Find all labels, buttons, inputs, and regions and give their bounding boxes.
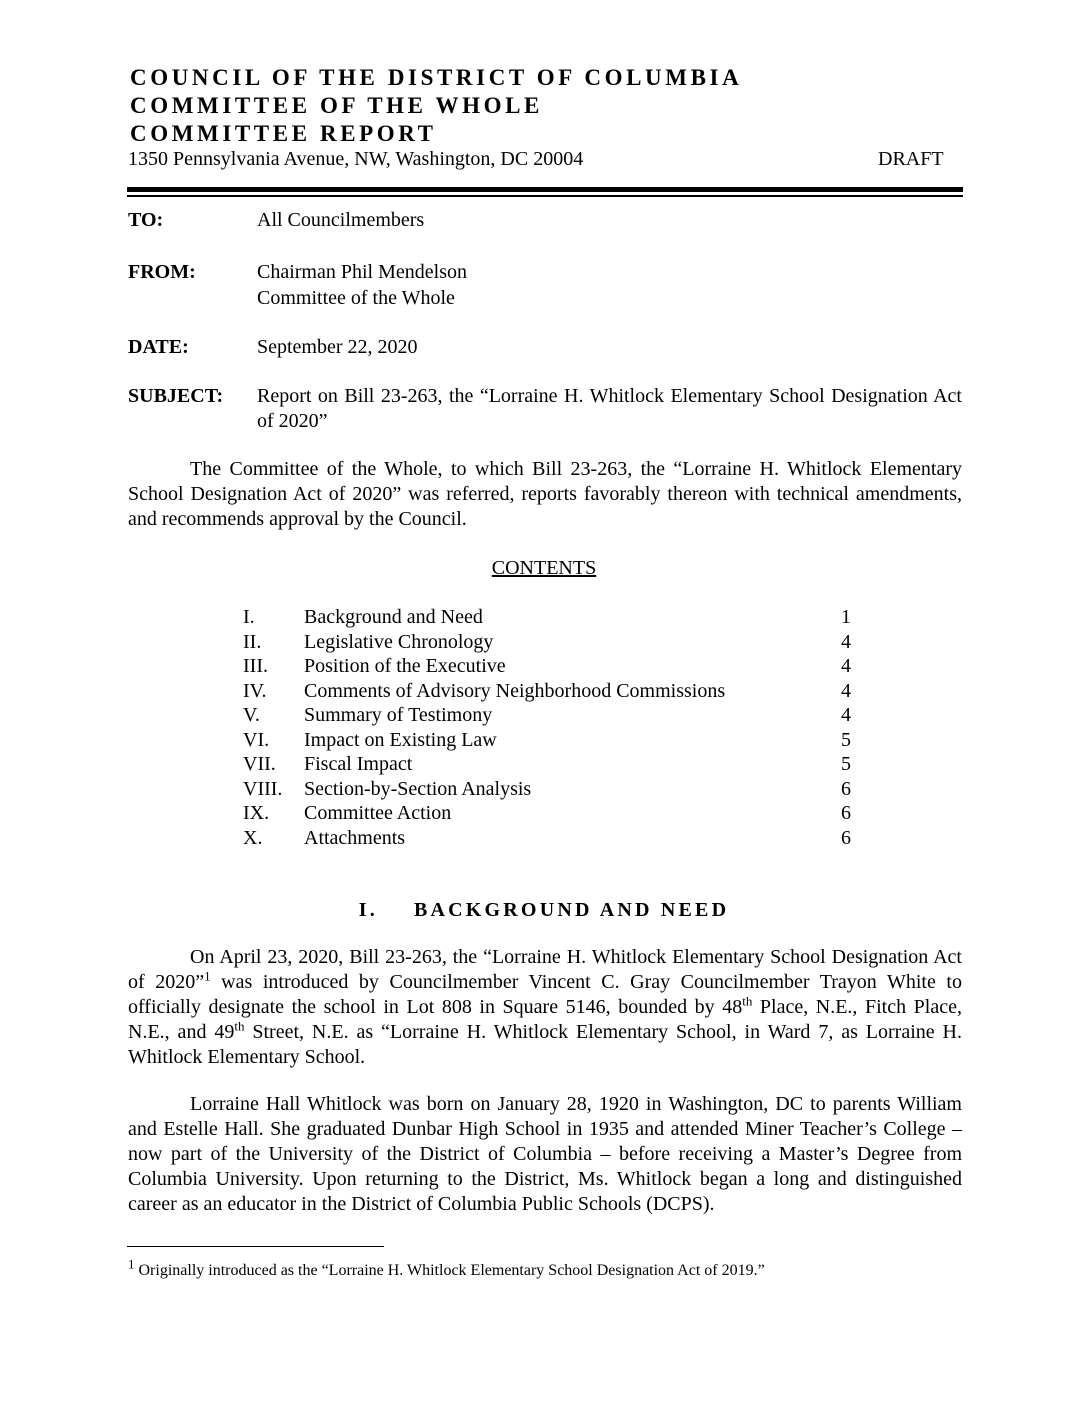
background-paragraph-1 bbox=[128, 945, 962, 1070]
council-heading: COUNCIL OF THE DISTRICT OF COLUMBIA bbox=[130, 65, 743, 90]
toc-entry bbox=[243, 654, 851, 679]
ordinal-suffix: th bbox=[742, 993, 753, 1009]
footnote-rule bbox=[127, 1246, 384, 1247]
toc-number: VIII. bbox=[243, 777, 283, 800]
toc-title: Attachments bbox=[304, 826, 406, 849]
subject-label: SUBJECT: bbox=[128, 385, 224, 407]
table-of-contents bbox=[243, 605, 851, 850]
p1-text-a: On April 23, 2020, Bill 23-263, the “Lorraine H. Whitlock Elementary School Designation Act of 2020” bbox=[128, 946, 962, 993]
toc-entry bbox=[243, 679, 851, 704]
toc-entry bbox=[243, 801, 851, 826]
toc-page-number: 4 bbox=[841, 630, 851, 653]
p1-text-b: was introduced by Councilmember Vincent C. Gray Councilmember Trayon White to officially designate the school in Lot 808 in Square 5146, bounded by 48 bbox=[128, 971, 962, 1018]
toc-title: Summary of Testimony bbox=[304, 704, 493, 726]
toc-title: Position of the Executive bbox=[304, 655, 506, 677]
to-label: TO: bbox=[128, 209, 164, 231]
report-heading: COMMITTEE REPORT bbox=[130, 121, 437, 146]
toc-leader bbox=[304, 679, 851, 704]
toc-title: Comments of Advisory Neighborhood Commissions bbox=[304, 679, 726, 702]
toc-number: VI. bbox=[243, 728, 270, 751]
toc-page-number: 6 bbox=[841, 826, 851, 849]
toc-entry bbox=[243, 605, 851, 630]
toc-leader bbox=[304, 777, 851, 802]
p1-text-c: Place, N.E., Fitch Place, N.E., and 49 bbox=[128, 996, 962, 1043]
contents-title-text: CONTENTS bbox=[491, 557, 597, 579]
date-value: September 22, 2020 bbox=[257, 336, 418, 358]
background-paragraph-2: Lorraine Hall Whitlock was born on January 28, 1920 in Washington, DC to parents William and Estelle Hall. She graduated Dunbar High School in 1935 and attended Miner Teacher’s College – now part of the University of the District of Columbia – before receiving a Master’s Degree from Columbia University. Upon returning to the District, Ms. Whitlock began a long and distinguished career as an educator in the District of Columbia Public Schools (DCPS). bbox=[128, 1093, 962, 1215]
draft-label: DRAFT bbox=[878, 148, 944, 170]
toc-number: IV. bbox=[243, 679, 267, 702]
toc-entry bbox=[243, 752, 851, 777]
section-number: I. bbox=[358, 899, 378, 921]
toc-page-number: 6 bbox=[841, 777, 851, 800]
subject-value: Report on Bill 23-263, the “Lorraine H. Whitlock Elementary School Designation Act of 2020” bbox=[257, 385, 962, 432]
committee-heading: COMMITTEE OF THE WHOLE bbox=[130, 93, 543, 118]
ordinal-suffix: th bbox=[234, 1018, 245, 1034]
toc-number: II. bbox=[243, 630, 262, 653]
section-heading bbox=[0, 899, 1088, 922]
toc-page-number: 1 bbox=[841, 606, 851, 628]
toc-leader bbox=[304, 728, 851, 753]
toc-leader bbox=[304, 703, 851, 728]
toc-title: Section-by-Section Analysis bbox=[304, 777, 532, 800]
to-value: All Councilmembers bbox=[257, 209, 425, 231]
toc-leader bbox=[304, 801, 851, 826]
from-label: FROM: bbox=[128, 261, 196, 283]
toc-page-number: 4 bbox=[841, 655, 851, 677]
toc-number: IX. bbox=[243, 802, 270, 824]
contents-title bbox=[0, 557, 1088, 580]
toc-leader bbox=[304, 630, 851, 655]
toc-title: Impact on Existing Law bbox=[304, 728, 497, 751]
toc-page-number: 4 bbox=[841, 679, 851, 702]
toc-number: X. bbox=[243, 826, 263, 849]
toc-title: Committee Action bbox=[304, 802, 452, 824]
header-rule-thin bbox=[127, 195, 963, 197]
toc-number: VII. bbox=[243, 753, 276, 775]
toc-page-number: 5 bbox=[841, 753, 851, 775]
footnote bbox=[128, 1256, 765, 1280]
toc-leader bbox=[304, 605, 851, 630]
footnote-ref: 1 bbox=[204, 968, 211, 984]
toc-title: Legislative Chronology bbox=[304, 630, 494, 653]
toc-entry bbox=[243, 777, 851, 802]
section-title: BACKGROUND AND NEED bbox=[413, 899, 730, 921]
toc-entry bbox=[243, 728, 851, 753]
toc-title: Background and Need bbox=[304, 606, 483, 628]
toc-title: Fiscal Impact bbox=[304, 753, 413, 775]
intro-paragraph: The Committee of the Whole, to which Bill 23-263, the “Lorraine H. Whitlock Elementary School Designation Act of 2020” was referred, reports favorably thereon with technical amendments, and recommends approval by the Council. bbox=[128, 458, 962, 530]
date-label: DATE: bbox=[128, 336, 189, 358]
from-value-committee: Committee of the Whole bbox=[257, 287, 455, 309]
toc-number: III. bbox=[243, 655, 268, 677]
footnote-text: Originally introduced as the “Lorraine H. Whitlock Elementary School Designation Act of 2019.” bbox=[134, 1262, 765, 1279]
toc-page-number: 6 bbox=[841, 802, 851, 824]
toc-page-number: 4 bbox=[841, 704, 851, 726]
toc-number: V. bbox=[243, 704, 260, 726]
toc-leader bbox=[304, 752, 851, 777]
from-value-name: Chairman Phil Mendelson bbox=[257, 261, 467, 283]
toc-entry bbox=[243, 826, 851, 851]
header-rule-thick bbox=[127, 187, 963, 192]
toc-number: I. bbox=[243, 606, 255, 628]
toc-entry bbox=[243, 703, 851, 728]
address: 1350 Pennsylvania Avenue, NW, Washington, DC 20004 bbox=[128, 148, 584, 170]
footnote-number: 1 bbox=[128, 1256, 135, 1272]
toc-leader bbox=[304, 654, 851, 679]
p1-text-d: Street, N.E. as “Lorraine H. Whitlock Elementary School, in Ward 7, as Lorraine H. Whitlock Elementary School. bbox=[128, 1021, 962, 1068]
toc-leader bbox=[304, 826, 851, 851]
toc-entry bbox=[243, 630, 851, 655]
toc-page-number: 5 bbox=[841, 728, 851, 751]
